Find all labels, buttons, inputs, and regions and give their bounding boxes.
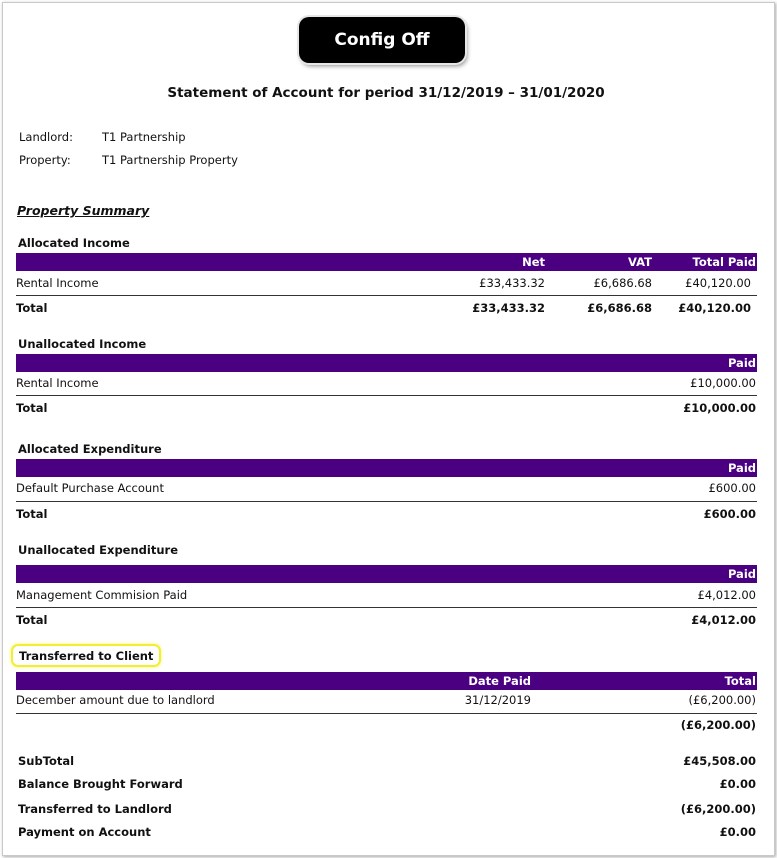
paid-header: Paid [727,461,756,475]
property-row [19,153,238,167]
total-total-paid: £40,120.00 [678,301,751,315]
total-net: £33,433.32 [472,301,545,315]
divider [16,713,757,714]
bbf-value: £0.00 [719,777,756,791]
divider [16,501,757,502]
total-label: Total [16,613,48,627]
row-vat: £6,686.68 [593,276,652,290]
row-label: Rental Income [16,276,99,290]
total-label: Total [16,401,48,415]
paid-header: Paid [727,356,756,370]
total-label: Total [16,507,48,521]
poa-label: Payment on Account [18,825,151,839]
statement-page [2,2,775,856]
row-paid: £10,000.00 [690,376,756,390]
statement-title: Statement of Account for period 31/12/2019 – 31/01/2020 [167,85,605,101]
ttl-value: (£6,200.00) [680,802,756,816]
divider [16,395,757,396]
unallocated-income-heading: Unallocated Income [18,337,147,351]
row-label: Default Purchase Account [16,481,164,495]
table-row [16,275,757,291]
property-value: T1 Partnership Property [102,153,238,167]
landlord-label: Landlord: [19,130,73,144]
subtotal-label: SubTotal [18,754,75,768]
row-label: Management Commision Paid [16,588,188,602]
landlord-value: T1 Partnership [102,130,186,144]
unallocated-expenditure-header-bar [16,565,757,583]
row-label: Rental Income [16,376,99,390]
subtotal-row [18,753,757,769]
table-row [16,375,757,391]
transferred-to-landlord-row [18,801,757,817]
poa-value: £0.00 [719,825,756,839]
row-total-paid: £40,120.00 [685,276,751,290]
total-paid: £4,012.00 [691,613,756,627]
table-row [16,480,757,496]
row-date: 31/12/2019 [464,693,531,707]
net-header: Net [522,255,545,269]
bbf-label: Balance Brought Forward [18,777,183,791]
unallocated-income-header-bar [16,354,757,372]
allocated-income-header-bar [16,253,757,271]
row-total: (£6,200.00) [688,693,756,707]
total-row [16,717,757,733]
total-label: Total [16,301,48,315]
property-summary-title: Property Summary [17,203,150,218]
row-net: £33,433.32 [479,276,545,290]
vat-header: VAT [628,255,652,269]
allocated-expenditure-heading: Allocated Expenditure [18,442,162,456]
transferred-total: (£6,200.00) [680,718,756,732]
paid-header: Paid [727,567,756,581]
total-vat: £6,686.68 [587,301,652,315]
total-paid-header: Total Paid [692,255,756,269]
subtotal-value: £45,508.00 [683,754,756,768]
date-paid-header: Date Paid [468,674,531,688]
total-row [16,300,757,316]
allocated-income-heading: Allocated Income [18,236,130,250]
balance-brought-forward-row [18,776,757,792]
total-row [16,612,757,628]
table-row [16,587,757,603]
total-paid: £10,000.00 [683,401,756,415]
transferred-header-bar [16,672,757,690]
row-paid: £600.00 [708,481,756,495]
divider [16,295,757,296]
divider [16,607,757,608]
total-row [16,506,757,522]
property-label: Property: [19,153,71,167]
row-paid: £4,012.00 [697,588,756,602]
landlord-row [19,130,186,144]
payment-on-account-row [18,824,757,840]
config-off-banner: Config Off [299,17,465,63]
total-paid: £600.00 [703,507,756,521]
ttl-label: Transferred to Landlord [18,802,172,816]
row-label: December amount due to landlord [16,693,215,707]
total-header: Total [724,674,756,688]
total-row [16,400,757,416]
table-row [16,692,757,708]
unallocated-expenditure-heading: Unallocated Expenditure [18,543,179,557]
transferred-to-client-heading: Transferred to Client [11,644,161,667]
allocated-expenditure-header-bar [16,459,757,477]
